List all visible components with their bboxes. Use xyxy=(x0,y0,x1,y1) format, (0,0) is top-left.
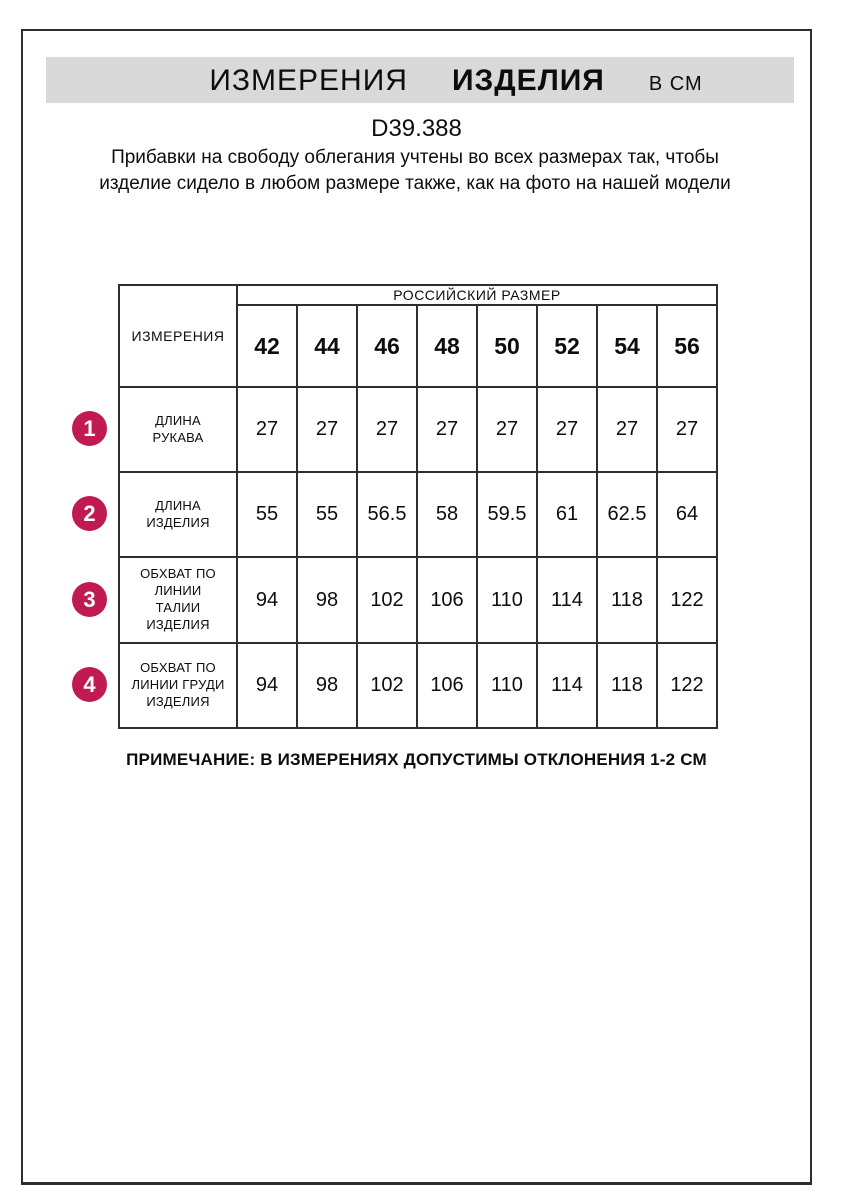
value-cell: 122 xyxy=(657,643,717,728)
size-group-header: РОССИЙСКИЙ РАЗМЕР xyxy=(237,285,717,305)
row-number-badge: 3 xyxy=(72,582,107,617)
value-cell: 98 xyxy=(297,643,357,728)
size-header: 52 xyxy=(537,305,597,387)
row-label: ОБХВАТ ПО ЛИНИИ ГРУДИ ИЗДЕЛИЯ xyxy=(119,643,237,728)
model-code: D39.388 xyxy=(371,115,462,142)
value-cell: 56.5 xyxy=(357,472,417,557)
row-label: ДЛИНА ИЗДЕЛИЯ xyxy=(119,472,237,557)
value-cell: 58 xyxy=(417,472,477,557)
table-row-waist-girth xyxy=(119,557,717,643)
value-cell: 27 xyxy=(597,387,657,472)
value-cell: 110 xyxy=(477,557,537,643)
value-cell: 62.5 xyxy=(597,472,657,557)
value-cell: 64 xyxy=(657,472,717,557)
table-row-chest-girth xyxy=(119,643,717,728)
value-cell: 27 xyxy=(357,387,417,472)
value-cell: 59.5 xyxy=(477,472,537,557)
title-bar xyxy=(46,57,794,103)
page-title-product: ИЗДЕЛИЯ xyxy=(451,64,605,97)
size-header: 44 xyxy=(297,305,357,387)
value-cell: 118 xyxy=(597,643,657,728)
value-cell: 55 xyxy=(297,472,357,557)
page-title-measurements: ИЗМЕРЕНИЯ xyxy=(209,64,408,97)
row-number-badge: 1 xyxy=(72,411,107,446)
value-cell: 106 xyxy=(417,557,477,643)
row-label: ОБХВАТ ПО ЛИНИИ ТАЛИИ ИЗДЕЛИЯ xyxy=(119,557,237,643)
value-cell: 94 xyxy=(237,643,297,728)
size-header: 48 xyxy=(417,305,477,387)
value-cell: 114 xyxy=(537,557,597,643)
table-row-garment-length xyxy=(119,472,717,557)
value-cell: 106 xyxy=(417,643,477,728)
row-label: ДЛИНА РУКАВА xyxy=(119,387,237,472)
value-cell: 94 xyxy=(237,557,297,643)
value-cell: 102 xyxy=(357,557,417,643)
value-cell: 27 xyxy=(477,387,537,472)
value-cell: 118 xyxy=(597,557,657,643)
value-cell: 27 xyxy=(537,387,597,472)
value-cell: 98 xyxy=(297,557,357,643)
value-cell: 102 xyxy=(357,643,417,728)
tolerance-note: ПРИМЕЧАНИЕ: В ИЗМЕРЕНИЯХ ДОПУСТИМЫ ОТКЛОНЕНИЯ 1-2 СМ xyxy=(126,750,707,769)
value-cell: 27 xyxy=(297,387,357,472)
table-corner-label: ИЗМЕРЕНИЯ xyxy=(119,285,237,387)
page-frame xyxy=(21,29,812,1185)
size-header: 56 xyxy=(657,305,717,387)
page-title-unit: В СМ xyxy=(648,73,703,95)
size-header: 42 xyxy=(237,305,297,387)
size-header: 50 xyxy=(477,305,537,387)
row-number-badge: 4 xyxy=(72,667,107,702)
measurements-table xyxy=(118,284,718,729)
value-cell: 55 xyxy=(237,472,297,557)
value-cell: 114 xyxy=(537,643,597,728)
value-cell: 110 xyxy=(477,643,537,728)
fit-description: Прибавки на свободу облегания учтены во всех размерах так, чтобы изделие сидело в любом размере также, как на фото на нашей модели xyxy=(99,147,731,194)
table-row-sleeve-length xyxy=(119,387,717,472)
value-cell: 27 xyxy=(417,387,477,472)
value-cell: 27 xyxy=(657,387,717,472)
value-cell: 27 xyxy=(237,387,297,472)
value-cell: 122 xyxy=(657,557,717,643)
size-header: 46 xyxy=(357,305,417,387)
row-number-badge: 2 xyxy=(72,496,107,531)
value-cell: 61 xyxy=(537,472,597,557)
size-header: 54 xyxy=(597,305,657,387)
